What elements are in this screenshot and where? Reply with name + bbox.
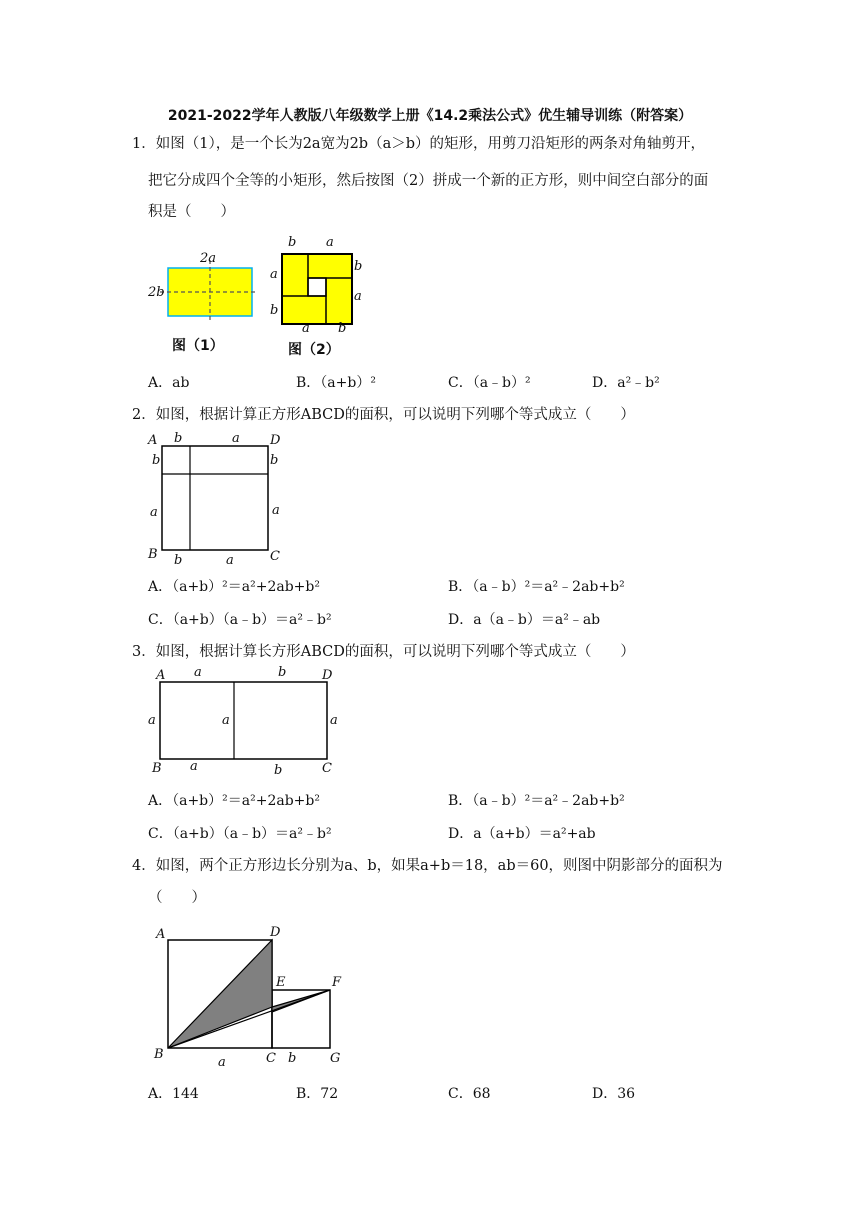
q2-vertex-a: A: [148, 433, 158, 448]
q3-figure: [140, 664, 360, 780]
q2-figure: [140, 430, 300, 570]
fig1-caption: 图（1）: [172, 338, 224, 354]
q2-label-top-a: a: [232, 431, 240, 446]
fig2-square: [282, 254, 352, 324]
q3-option-a[interactable]: A．（a+b）²＝a²+2ab+b²: [148, 793, 320, 809]
fig2-caption: 图（2）: [288, 342, 340, 358]
q3-option-b[interactable]: B．（a﹣b）²＝a²﹣2ab+b²: [448, 793, 625, 809]
q4-vertex-f: F: [332, 975, 342, 990]
q4-option-d[interactable]: D．36: [592, 1086, 636, 1102]
q3-label-left-a: a: [148, 713, 156, 728]
q4-option-c[interactable]: C．68: [448, 1086, 491, 1102]
q2-line-1: 2．如图，根据计算正方形ABCD的面积，可以说明下列哪个等式成立（ ）: [132, 407, 635, 423]
q4-vertex-a: A: [156, 927, 166, 942]
q2-option-d[interactable]: D．a（a﹣b）＝a²﹣ab: [448, 612, 601, 628]
q3-vertex-b: B: [152, 761, 162, 776]
fig2-label-a-right: a: [354, 289, 362, 304]
q1-line-1: 1．如图（1），是一个长为2a宽为2b（a＞b）的矩形，用剪刀沿矩形的两条对角轴剪开，: [132, 136, 706, 152]
q2-vertex-b: B: [148, 547, 158, 562]
q4-vertex-b: B: [154, 1047, 164, 1062]
q3-line-1: 3．如图，根据计算长方形ABCD的面积，可以说明下列哪个等式成立（ ）: [132, 644, 635, 660]
q4-vertex-c: C: [266, 1051, 276, 1066]
q2-label-left-b: b: [152, 453, 161, 468]
q1-option-a[interactable]: A．ab: [148, 375, 190, 391]
q4-line-1: 4．如图，两个正方形边长分别为a、b，如果a+b＝18，ab＝60，则图中阴影部分的面积为: [132, 858, 723, 874]
fig2-label-b-left: b: [270, 303, 279, 318]
q2-vertex-c: C: [270, 549, 280, 564]
q1-option-b[interactable]: B．（a+b）²: [296, 375, 376, 391]
q2-option-c[interactable]: C．（a+b）（a﹣b）＝a²﹣b²: [148, 612, 332, 628]
fig2-label-b-bottom: b: [338, 321, 347, 336]
fig1-top-label: 2a: [200, 251, 217, 266]
q2-option-a[interactable]: A．（a+b）²＝a²+2ab+b²: [148, 579, 320, 595]
q3-option-d[interactable]: D．a（a+b）＝a²+ab: [448, 826, 596, 842]
shaded-region: [168, 940, 272, 1048]
q1-option-d[interactable]: D．a²﹣b²: [592, 375, 660, 391]
q2-label-left-a: a: [150, 505, 158, 520]
q2-label-bottom-a: a: [226, 553, 234, 568]
q2-label-bottom-b: b: [174, 553, 183, 568]
q4-vertex-g: G: [330, 1051, 341, 1066]
fig1-left-label: 2b: [148, 285, 165, 300]
q1-line-3: 积是（ ）: [148, 204, 235, 220]
q2-vertex-d: D: [270, 433, 281, 448]
fig2-label-a-left: a: [270, 267, 278, 282]
q3-label-bottom-a: a: [190, 759, 198, 774]
q4-option-b[interactable]: B．72: [296, 1086, 339, 1102]
q2-label-top-b: b: [174, 431, 183, 446]
q3-vertex-d: D: [322, 668, 333, 683]
q3-vertex-c: C: [322, 761, 332, 776]
q3-option-c[interactable]: C．（a+b）（a﹣b）＝a²﹣b²: [148, 826, 332, 842]
q2-label-right-b: b: [270, 453, 279, 468]
q3-vertex-a: A: [156, 668, 166, 683]
q4-figure: [148, 920, 368, 1070]
q2-label-right-a: a: [272, 503, 280, 518]
q3-label-top-b: b: [278, 665, 287, 680]
q3-label-top-a: a: [194, 665, 202, 680]
q1-line-2: 把它分成四个全等的小矩形，然后按图（2）拼成一个新的正方形，则中间空白部分的面: [148, 173, 709, 189]
fig2-label-b-right: b: [354, 259, 363, 274]
fig2-label-b-top: b: [288, 235, 297, 250]
document-title: 2021-2022学年人教版八年级数学上册《14.2乘法公式》优生辅导训练（附答案）: [167, 108, 693, 124]
q3-label-mid-a: a: [222, 713, 230, 728]
q3-label-bottom-b: b: [274, 763, 283, 778]
q4-label-b: b: [288, 1051, 297, 1066]
q4-vertex-e: E: [276, 975, 286, 990]
q2-option-b[interactable]: B．（a﹣b）²＝a²﹣2ab+b²: [448, 579, 625, 595]
fig2-label-a-top: a: [326, 235, 334, 250]
q4-option-a[interactable]: A．144: [148, 1086, 199, 1102]
q4-line-2: （ ）: [148, 890, 206, 906]
q4-vertex-d: D: [270, 925, 281, 940]
q1-figure: [140, 232, 380, 362]
q1-option-c[interactable]: C．（a﹣b）²: [448, 375, 531, 391]
q4-label-a: a: [218, 1055, 226, 1070]
fig2-label-a-bottom: a: [302, 321, 310, 336]
q3-label-right-a: a: [330, 713, 338, 728]
